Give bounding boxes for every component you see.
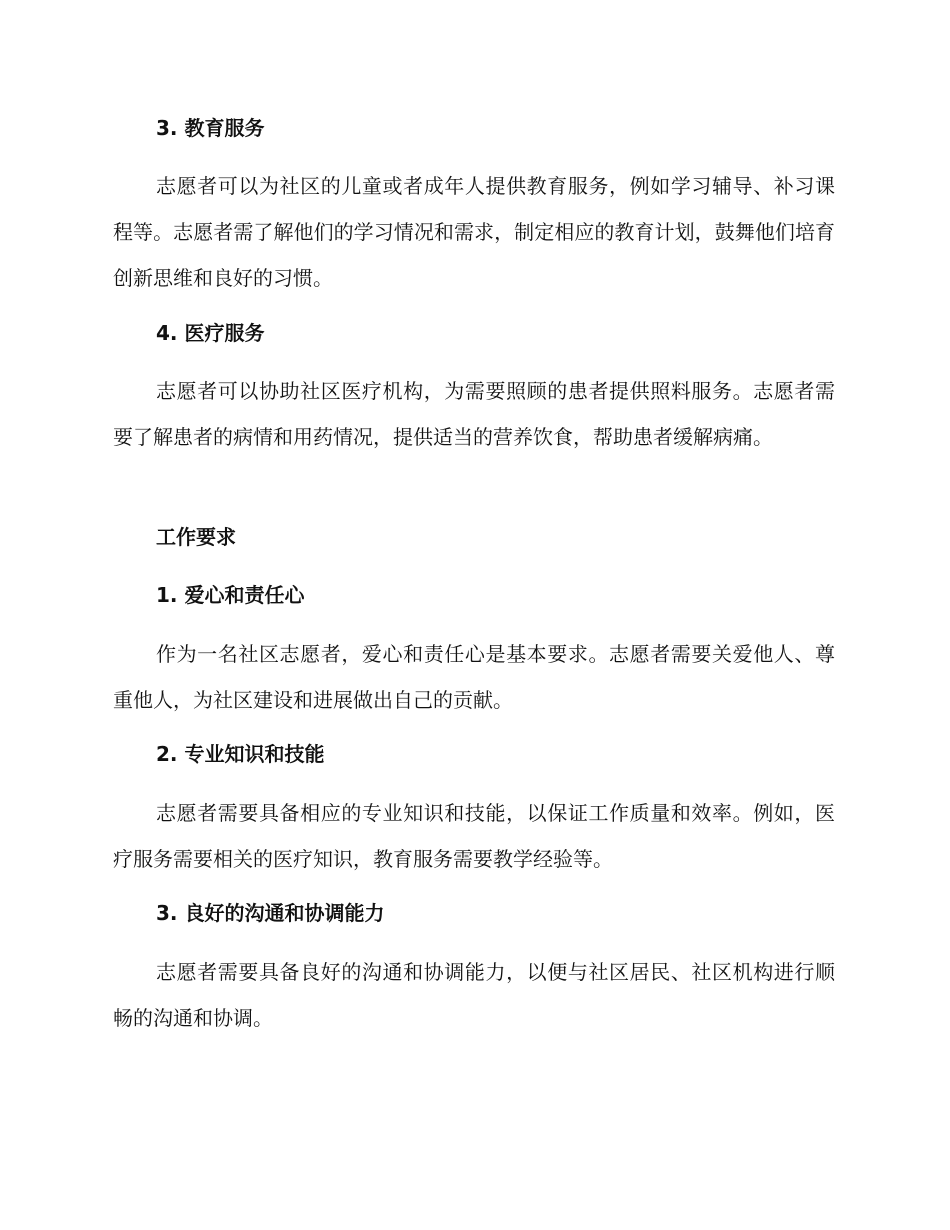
paragraph-education: 志愿者可以为社区的儿童或者成年人提供教育服务，例如学习辅导、补习课程等。志愿者需了解他们的学习情况和需求，制定相应的教育计划，鼓舞他们培育创新思维和良好的习惯。 [113,174,835,290]
section-heading-love-responsibility: 1. 爱心和责任心 [156,583,305,607]
paragraph-medical: 志愿者可以协助社区医疗机构，为需要照顾的患者提供照料服务。志愿者需要了解患者的病情和用药情况，提供适当的营养饮食，帮助患者缓解病痛。 [113,379,835,449]
section-heading-work-requirements: 工作要求 [156,525,236,549]
section-heading-communication: 3. 良好的沟通和协调能力 [156,901,385,925]
paragraph-professional-skills: 志愿者需要具备相应的专业知识和技能，以保证工作质量和效率。例如，医疗服务需要相关的医疗知识，教育服务需要教学经验等。 [113,801,835,871]
section-heading-education: 3. 教育服务 [156,116,265,140]
section-heading-medical: 4. 医疗服务 [156,321,265,345]
paragraph-communication: 志愿者需要具备良好的沟通和协调能力，以便与社区居民、社区机构进行顺畅的沟通和协调。 [113,960,835,1030]
paragraph-love-responsibility: 作为一名社区志愿者，爱心和责任心是基本要求。志愿者需要关爱他人、尊重他人，为社区建设和进展做出自己的贡献。 [113,642,835,712]
section-heading-professional-skills: 2. 专业知识和技能 [156,742,325,766]
